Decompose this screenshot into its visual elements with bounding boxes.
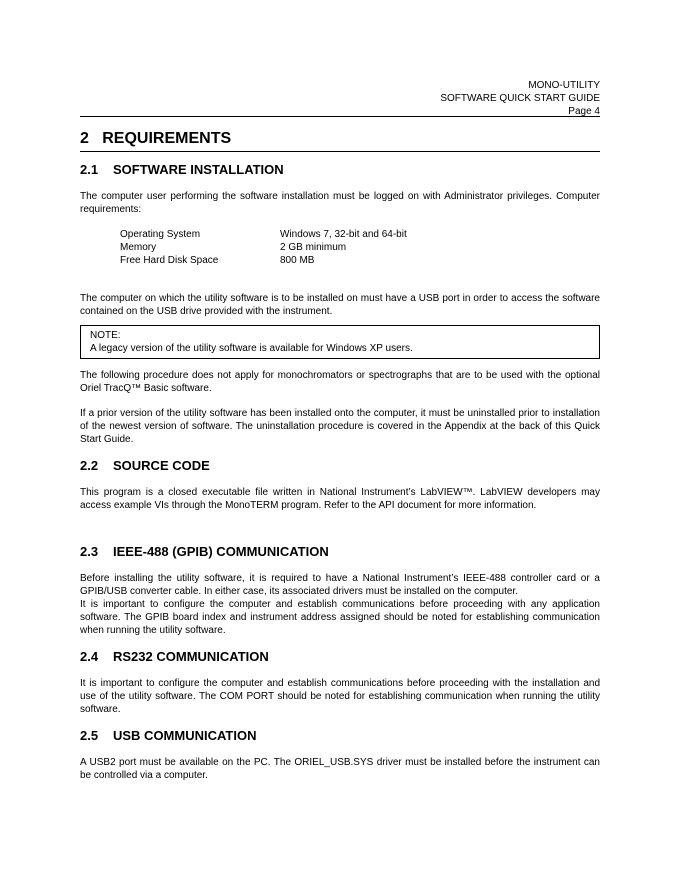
subsection-title: RS232 COMMUNICATION xyxy=(113,649,269,664)
header-page-number: Page 4 xyxy=(568,106,600,117)
subsection-title: USB COMMUNICATION xyxy=(113,728,257,743)
paragraph: The computer on which the utility software is to be installed on must have a USB port in order to access the software contained on the USB drive provided with the instrument. xyxy=(80,293,600,317)
paragraph: The following procedure does not apply for monochromators or spectrographs that are to be used with the optional Oriel TracQ™ Basic software. xyxy=(80,370,600,394)
paragraph: If a prior version of the utility software has been installed onto the computer, it must be uninstalled prior to installation of the newest version of software. The uninstallation procedure is covered in the Appendix at the back of this Quick Start Guide. xyxy=(80,408,600,445)
paragraph: This program is a closed executable file written in National Instrument’s LabVIEW™. LabVIEW developers may access example VIs through the MonoTERM program. Refer to the API document for more information. xyxy=(80,487,600,511)
subsection-number: 2.3 xyxy=(80,544,99,559)
requirement-label: Free Hard Disk Space xyxy=(120,255,219,266)
section-heading xyxy=(80,130,231,148)
running-header xyxy=(440,79,600,118)
requirement-label: Operating System xyxy=(120,229,201,240)
requirement-row xyxy=(120,228,407,241)
subsection-heading-2-5 xyxy=(80,728,256,743)
paragraph: It is important to configure the computer and establish communications before proceeding with the installation and use of the utility software. The COM PORT should be noted for establishing communication when running the utility software. xyxy=(80,678,600,715)
header-product: MONO-UTILITY xyxy=(528,80,600,91)
subsection-title: IEEE-488 (GPIB) COMMUNICATION xyxy=(113,544,329,559)
subsection-title: SOURCE CODE xyxy=(113,458,210,473)
subsection-heading-2-3 xyxy=(80,544,329,559)
header-rule xyxy=(80,116,600,117)
section-rule xyxy=(80,151,600,152)
subsection-heading-2-4 xyxy=(80,649,269,664)
paragraph: The computer user performing the software installation must be logged on with Administrator privileges. Computer requirements: xyxy=(80,191,600,215)
note-title: NOTE: xyxy=(90,330,121,341)
requirement-value: 2 GB minimum xyxy=(280,242,347,253)
subsection-number: 2.2 xyxy=(80,458,99,473)
subsection-title: SOFTWARE INSTALLATION xyxy=(113,162,284,177)
paragraph: Before installing the utility software, it is required to have a National Instrument’s IEEE-488 controller card or a GPIB/USB converter cable. In either case, its associated drivers must be installed on the computer. xyxy=(80,573,600,597)
requirement-label: Memory xyxy=(120,242,157,253)
paragraph: It is important to configure the computer and establish communications before proceeding with any application software. The GPIB board index and instrument address assigned should be noted for establishing communication when running the utility software. xyxy=(80,599,600,636)
subsection-heading-2-1 xyxy=(80,162,284,177)
subsection-number: 2.1 xyxy=(80,162,99,177)
note-box xyxy=(80,325,600,359)
requirement-value: 800 MB xyxy=(280,255,315,266)
section-number: 2 xyxy=(80,130,89,147)
subsection-heading-2-2 xyxy=(80,458,210,473)
requirements-table xyxy=(120,228,407,267)
requirement-row xyxy=(120,254,407,267)
header-guide-title: SOFTWARE QUICK START GUIDE xyxy=(440,93,600,104)
requirement-value: Windows 7, 32-bit and 64-bit xyxy=(280,229,407,240)
subsection-number: 2.4 xyxy=(80,649,99,664)
paragraph: A USB2 port must be available on the PC. The ORIEL_USB.SYS driver must be installed before the instrument can be controlled via a computer. xyxy=(80,757,600,781)
subsection-number: 2.5 xyxy=(80,728,99,743)
note-text: A legacy version of the utility software is available for Windows XP users. xyxy=(90,343,413,354)
requirement-row xyxy=(120,241,407,254)
section-title: REQUIREMENTS xyxy=(102,130,232,147)
